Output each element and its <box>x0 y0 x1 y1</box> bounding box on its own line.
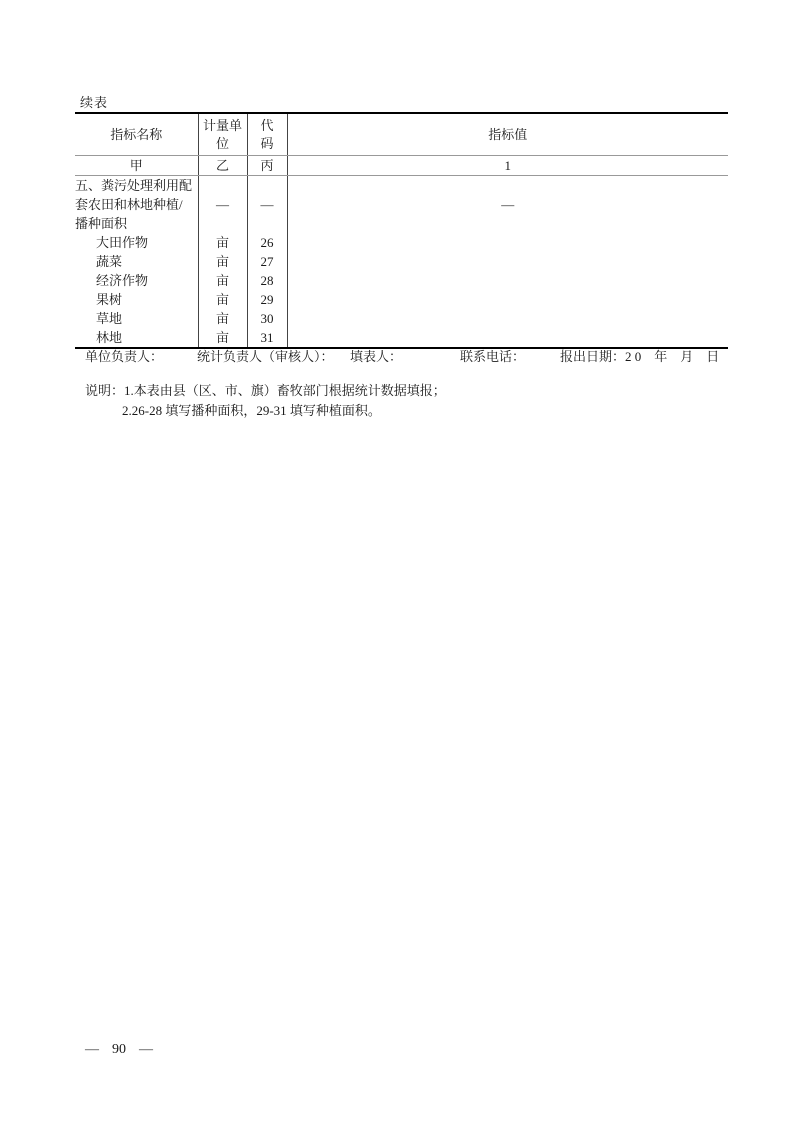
note-line-1: 说明：1.本表由县（区、市、旗）畜牧部门根据统计数据填报； <box>85 383 446 398</box>
row-code: 27 <box>247 252 287 271</box>
row-value <box>287 309 728 328</box>
code-cell-1: 1 <box>287 156 728 176</box>
code-cell-bing: 丙 <box>247 156 287 176</box>
signature-line <box>0 346 800 364</box>
unit-leader-label: 单位负责人： <box>85 349 164 364</box>
section-unit: — <box>198 176 247 234</box>
row-value <box>287 271 728 290</box>
note-line-2: 2.26-28 填写播种面积，29-31 填写种植面积。 <box>122 403 381 418</box>
header-indicator-value: 指标值 <box>287 113 728 156</box>
page-number-dash-left: — <box>85 1042 99 1057</box>
page-number <box>85 1042 153 1058</box>
table-header-row <box>75 113 728 156</box>
row-value <box>287 290 728 309</box>
row-code: 29 <box>247 290 287 309</box>
row-value <box>287 328 728 348</box>
section-value: — <box>287 176 728 234</box>
table-row <box>75 252 728 271</box>
row-unit: 亩 <box>198 271 247 290</box>
table-row <box>75 328 728 348</box>
row-unit: 亩 <box>198 290 247 309</box>
phone-label: 联系电话： <box>460 349 526 364</box>
code-cell-yi: 乙 <box>198 156 247 176</box>
table-row <box>75 309 728 328</box>
stats-leader-label: 统计负责人（审核人）： <box>197 349 334 364</box>
row-unit: 亩 <box>198 309 247 328</box>
row-name: 林地 <box>96 330 123 345</box>
header-unit: 计量单 位 <box>198 113 247 156</box>
page-number-value: 90 <box>112 1042 126 1057</box>
report-date-label: 报出日期：2 0 年 月 日 <box>560 349 720 364</box>
page-number-dash-right: — <box>139 1042 153 1057</box>
column-code-row <box>75 156 728 176</box>
form-filler-label: 填表人： <box>350 349 403 364</box>
row-name: 果树 <box>96 292 123 307</box>
row-value <box>287 252 728 271</box>
notes-block <box>85 381 446 421</box>
table-row <box>75 290 728 309</box>
row-unit: 亩 <box>198 252 247 271</box>
section-code: — <box>247 176 287 234</box>
row-unit: 亩 <box>198 233 247 252</box>
row-code: 31 <box>247 328 287 348</box>
row-name: 大田作物 <box>96 235 149 250</box>
statistics-table <box>75 112 728 349</box>
row-name: 草地 <box>96 311 123 326</box>
code-cell-jia: 甲 <box>75 156 198 176</box>
header-code: 代 码 <box>247 113 287 156</box>
row-code: 30 <box>247 309 287 328</box>
row-code: 26 <box>247 233 287 252</box>
table-row <box>75 271 728 290</box>
continuation-table-label: 续表 <box>80 95 109 110</box>
section-name: 五、粪污处理利用配 套农田和林地种植/ 播种面积 <box>75 178 193 231</box>
table-row <box>75 233 728 252</box>
header-indicator-name: 指标名称 <box>75 113 198 156</box>
table-row-section <box>75 176 728 234</box>
row-value <box>287 233 728 252</box>
row-unit: 亩 <box>198 328 247 348</box>
row-name: 蔬菜 <box>96 254 123 269</box>
row-code: 28 <box>247 271 287 290</box>
row-name: 经济作物 <box>96 273 149 288</box>
